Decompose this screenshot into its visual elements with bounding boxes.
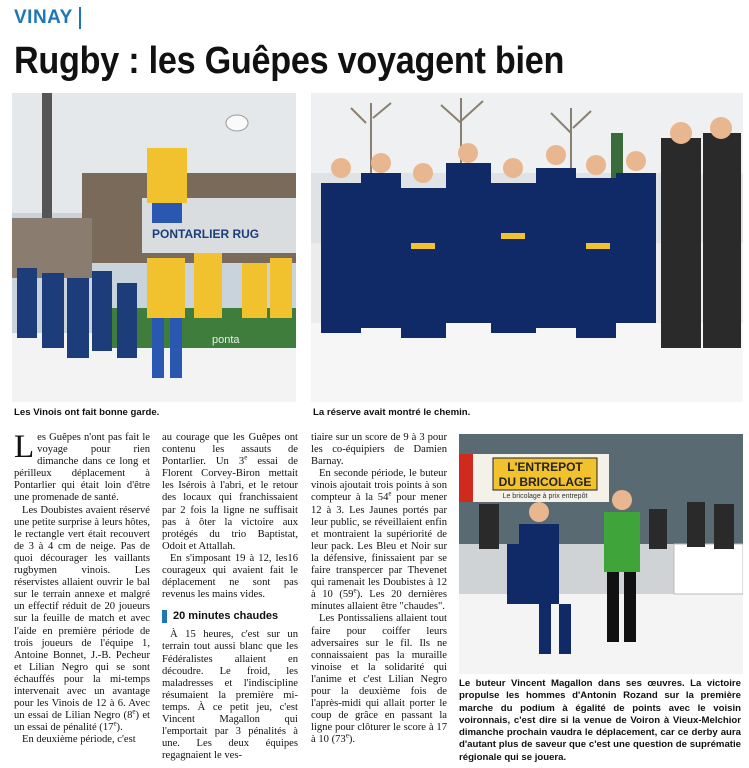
- section-label: VINAY: [14, 7, 81, 29]
- photo-caption-2: La réserve avait montré le chemin.: [313, 407, 471, 418]
- photo-lineout: [12, 93, 296, 402]
- paragraph-4: En s'imposant 19 à 12, les16 courageux qui avaient fait le déplacement ne sont pas revenus les mains vides.: [162, 552, 298, 601]
- sign-ponta: ponta: [212, 334, 240, 346]
- photo-caption-1: Les Vinois ont fait bonne garde.: [14, 407, 160, 418]
- paragraph-3-cont: au courage que les Guêpes ont contenu les assauts de Pontarlier. Un 3e essai de Florent Corvey-Biron mettait les Isérois à l'abri, et le retour des locaux qui franchissaient par 2 fois la ligne ne suffisait pas à ôter la victoire aux protégés du trio Baptistat, Odoit et Attallah.: [162, 432, 298, 552]
- paragraph-2: Les Doubistes avaient réservé une petite surprise à leurs hôtes, le rectangle vert était recouvert de 3 à 4 cm de neige. Pas de quoi décourager les vaillants rugbymen vinois. Les réservistes allaient ouvrir le bal sur le terrain annexe et malgré un effectif réduit de 20 joueurs sur la feuille de match et avec l'aide en première période de trois joueurs de l'équipe 1, Antoine Bonnet, J.-B. Pecheur et Lilian Negro qui se sont échauffés pour la mi-temps intervenait avec un avantage pour les Vinois de 12 à 6. Avec un essai de Lilian Negro (8e) et un essai de pénalité (17e).: [14, 504, 150, 734]
- subhead-marker: [162, 610, 167, 623]
- photo-team-reserve: [311, 93, 743, 402]
- headline: Rugby : les Guêpes voyagent bien: [14, 40, 565, 82]
- article-column-3: [311, 432, 447, 746]
- paragraph-8: Les Pontissaliens allaient tout faire pour coiffer leurs adversaires sur le fil. Ils ne connaissaient pas la muraille vinoise et la solidarité qui l'anime et c'est Lilian Negro pour la deuxième fois de l'après-midi qui allait porter le coup de grâce en passant la ligne pour clôturer le score à 17 à 10 (73e).: [311, 613, 447, 746]
- banner-line2: DU BRICOLAGE: [498, 475, 592, 489]
- paragraph-6: tiaire sur un score de 9 à 3 pour les co-équipiers de Damien Barnay.: [311, 432, 447, 468]
- banner-line1: L'ENTREPOT: [507, 460, 583, 474]
- article-column-1: [14, 429, 150, 746]
- paragraph-5: À 15 heures, c'est sur un terrain tout aussi blanc que les Fédéralistes allaient en découdre. Le froid, les maladresses et l'indiscipline résumaient la première mi-temps. À ce petit jeu, c'est Vincent Magallon qui l'emportait par 3 pénalités à une. Les deux équipes regagnaient le ves-: [162, 629, 298, 762]
- sign-pontarlier: PONTARLIER RUG: [152, 227, 260, 241]
- photo-kicker: [459, 434, 743, 674]
- dropcap: L: [14, 429, 35, 465]
- article-column-2: [162, 432, 298, 762]
- paragraph-1: Les Guêpes n'ont pas fait le voyage pour rien dimanche dans ce long et périlleux déplacement à Pontarlier qui était loin d'être une promenade de santé.: [14, 429, 150, 504]
- photo-caption-3: Le buteur Vincent Magallon dans ses œuvres. La victoire propulse les hommes d'Antonin Rozand sur la première marche du podium à égalité de points avec le voisin voironnais, c'est dire si la venue de Voiron à Vieux-Melchior dimanche prochain vaudra le déplacement, car ce derby aura d'autant plus de saveur que c'est une question de suprématie régionale qui se jouera.: [459, 678, 741, 763]
- paragraph-7: En seconde période, le buteur vinois ajoutait trois points à son compteur à la 54e pour mener 12 à 3. Les Jaunes portés par leur public, se réveillaient enfin et montraient la supériorité de leur pack. Les Bleu et Noir sur la défensive, finissaient par se faire transpercer par Thevenet qui ramenait les Doubistes à 12 à 10 (59e). Les 20 dernières minutes allaient être "chaudes".: [311, 468, 447, 613]
- subhead: 20 minutes chaudes: [162, 609, 298, 623]
- paragraph-3-start: En deuxième période, c'est: [22, 734, 136, 746]
- banner-tagline: Le bricolage à prix entrepôt: [502, 493, 588, 500]
